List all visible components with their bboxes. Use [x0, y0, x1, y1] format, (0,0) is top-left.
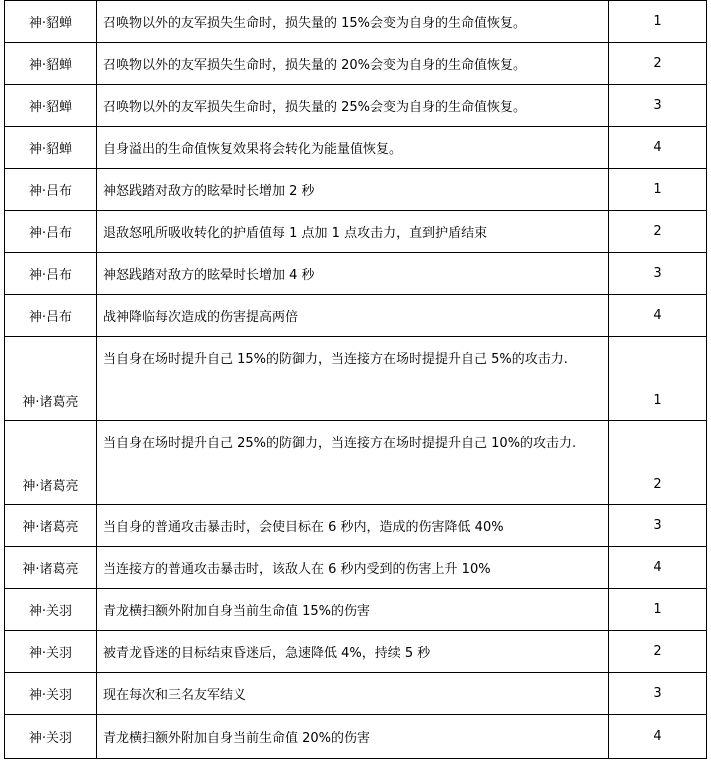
level-cell: 3 — [609, 85, 707, 127]
effect-cell: 当连接方的普通攻击暴击时，该敌人在 6 秒内受到的伤害上升 10% — [97, 547, 609, 589]
level-cell: 3 — [609, 673, 707, 715]
level-cell: 1 — [609, 337, 707, 421]
table-row — [5, 169, 707, 211]
level-cell: 1 — [609, 169, 707, 211]
effect-cell: 召唤物以外的友军损失生命时，损失量的 25%会变为自身的生命值恢复。 — [97, 85, 609, 127]
effect-cell: 当自身在场时提升自己 15%的防御力，当连接方在场时提提升自己 5%的攻击力. — [97, 337, 609, 421]
effect-cell: 退敌怒吼所吸收转化的护盾值每 1 点加 1 点攻击力，直到护盾结束 — [97, 211, 609, 253]
hero-name-cell: 神·关羽 — [5, 589, 97, 631]
table-row — [5, 673, 707, 715]
hero-name-cell: 神·吕布 — [5, 253, 97, 295]
effect-cell: 当自身在场时提升自己 25%的防御力，当连接方在场时提提升自己 10%的攻击力. — [97, 421, 609, 505]
talent-table — [4, 0, 707, 759]
hero-name-cell: 神·诸葛亮 — [5, 505, 97, 547]
table-row — [5, 337, 707, 421]
level-cell: 4 — [609, 715, 707, 759]
hero-name-cell: 神·吕布 — [5, 169, 97, 211]
effect-cell: 战神降临每次造成的伤害提高两倍 — [97, 295, 609, 337]
effect-cell: 当自身的普通攻击暴击时，会使目标在 6 秒内，造成的伤害降低 40% — [97, 505, 609, 547]
hero-name-cell: 神·吕布 — [5, 295, 97, 337]
level-cell: 3 — [609, 505, 707, 547]
level-cell: 2 — [609, 421, 707, 505]
hero-name-cell: 神·诸葛亮 — [5, 337, 97, 421]
effect-cell: 神怒践踏对敌方的眩晕时长增加 2 秒 — [97, 169, 609, 211]
table-row — [5, 505, 707, 547]
hero-name-cell: 神·貂蝉 — [5, 43, 97, 85]
table-row — [5, 253, 707, 295]
hero-name-cell: 神·诸葛亮 — [5, 547, 97, 589]
table-row — [5, 43, 707, 85]
effect-cell: 召唤物以外的友军损失生命时，损失量的 20%会变为自身的生命值恢复。 — [97, 43, 609, 85]
table-row — [5, 295, 707, 337]
hero-name-cell: 神·吕布 — [5, 211, 97, 253]
table-row — [5, 211, 707, 253]
table-row — [5, 631, 707, 673]
hero-name-cell: 神·貂蝉 — [5, 127, 97, 169]
level-cell: 2 — [609, 211, 707, 253]
hero-name-cell: 神·关羽 — [5, 715, 97, 759]
level-cell: 1 — [609, 589, 707, 631]
level-cell: 4 — [609, 127, 707, 169]
level-cell: 2 — [609, 43, 707, 85]
table-row — [5, 127, 707, 169]
table-row — [5, 547, 707, 589]
level-cell: 2 — [609, 631, 707, 673]
effect-cell: 现在每次和三名友军结义 — [97, 673, 609, 715]
level-cell: 4 — [609, 295, 707, 337]
hero-name-cell: 神·貂蝉 — [5, 85, 97, 127]
effect-cell: 青龙横扫额外附加自身当前生命值 20%的伤害 — [97, 715, 609, 759]
level-cell: 3 — [609, 253, 707, 295]
level-cell: 1 — [609, 1, 707, 43]
table-row — [5, 589, 707, 631]
hero-name-cell: 神·诸葛亮 — [5, 421, 97, 505]
effect-cell: 神怒践踏对敌方的眩晕时长增加 4 秒 — [97, 253, 609, 295]
table-row — [5, 715, 707, 759]
table-row — [5, 421, 707, 505]
table-row — [5, 85, 707, 127]
effect-cell: 自身溢出的生命值恢复效果将会转化为能量值恢复。 — [97, 127, 609, 169]
hero-name-cell: 神·貂蝉 — [5, 1, 97, 43]
hero-name-cell: 神·关羽 — [5, 631, 97, 673]
hero-name-cell: 神·关羽 — [5, 673, 97, 715]
level-cell: 4 — [609, 547, 707, 589]
effect-cell: 被青龙昏迷的目标结束昏迷后，急速降低 4%，持续 5 秒 — [97, 631, 609, 673]
effect-cell: 青龙横扫额外附加自身当前生命值 15%的伤害 — [97, 589, 609, 631]
table-row — [5, 1, 707, 43]
effect-cell: 召唤物以外的友军损失生命时，损失量的 15%会变为自身的生命值恢复。 — [97, 1, 609, 43]
